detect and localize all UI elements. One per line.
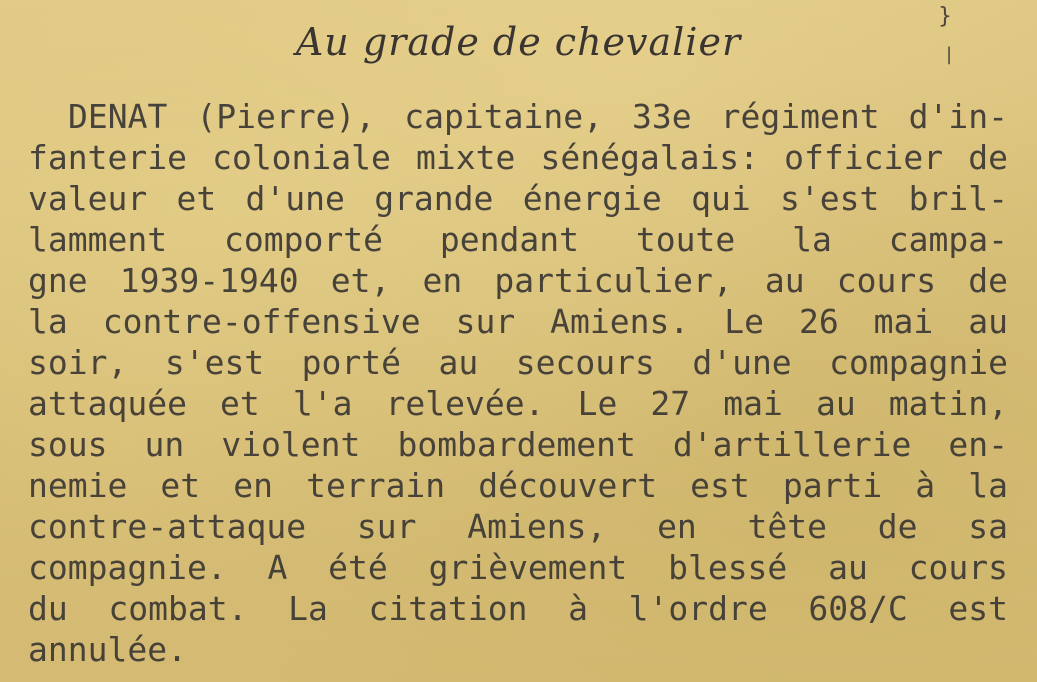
citation-text (28, 96, 1008, 670)
citation-line: attaquée et l'a relevée. Le 27 mai au matin, (28, 384, 1008, 423)
citation-line: DENAT (Pierre), capitaine, 33e régiment d'in- (68, 97, 1008, 136)
citation-line: fanterie coloniale mixte sénégalais: officier de (28, 138, 1008, 177)
citation-line: gne 1939-1940 et, en particulier, au cours de (28, 261, 1008, 300)
citation-line: soir, s'est porté au secours d'une compagnie (28, 343, 1008, 382)
citation-line: valeur et d'une grande énergie qui s'est bril- (28, 179, 1008, 218)
section-heading: Au grade de chevalier (295, 20, 742, 64)
citation-line: contre-attaque sur Amiens, en tête de sa (28, 507, 1008, 546)
citation-line: lamment comporté pendant toute la campa- (28, 220, 1008, 259)
citation-line: compagnie. A été grièvement blessé au cours (28, 548, 1008, 587)
edge-mark-side: | (946, 44, 953, 65)
citation-line: annulée. (28, 630, 187, 669)
citation-line: nemie et en terrain découvert est parti à la (28, 466, 1008, 505)
citation-line: la contre-offensive sur Amiens. Le 26 mai au (28, 302, 1008, 341)
edge-mark-top: } (938, 4, 952, 29)
citation-line: sous un violent bombardement d'artillerie en- (28, 425, 1008, 464)
citation-line: du combat. La citation à l'ordre 608/C est (28, 589, 1008, 628)
